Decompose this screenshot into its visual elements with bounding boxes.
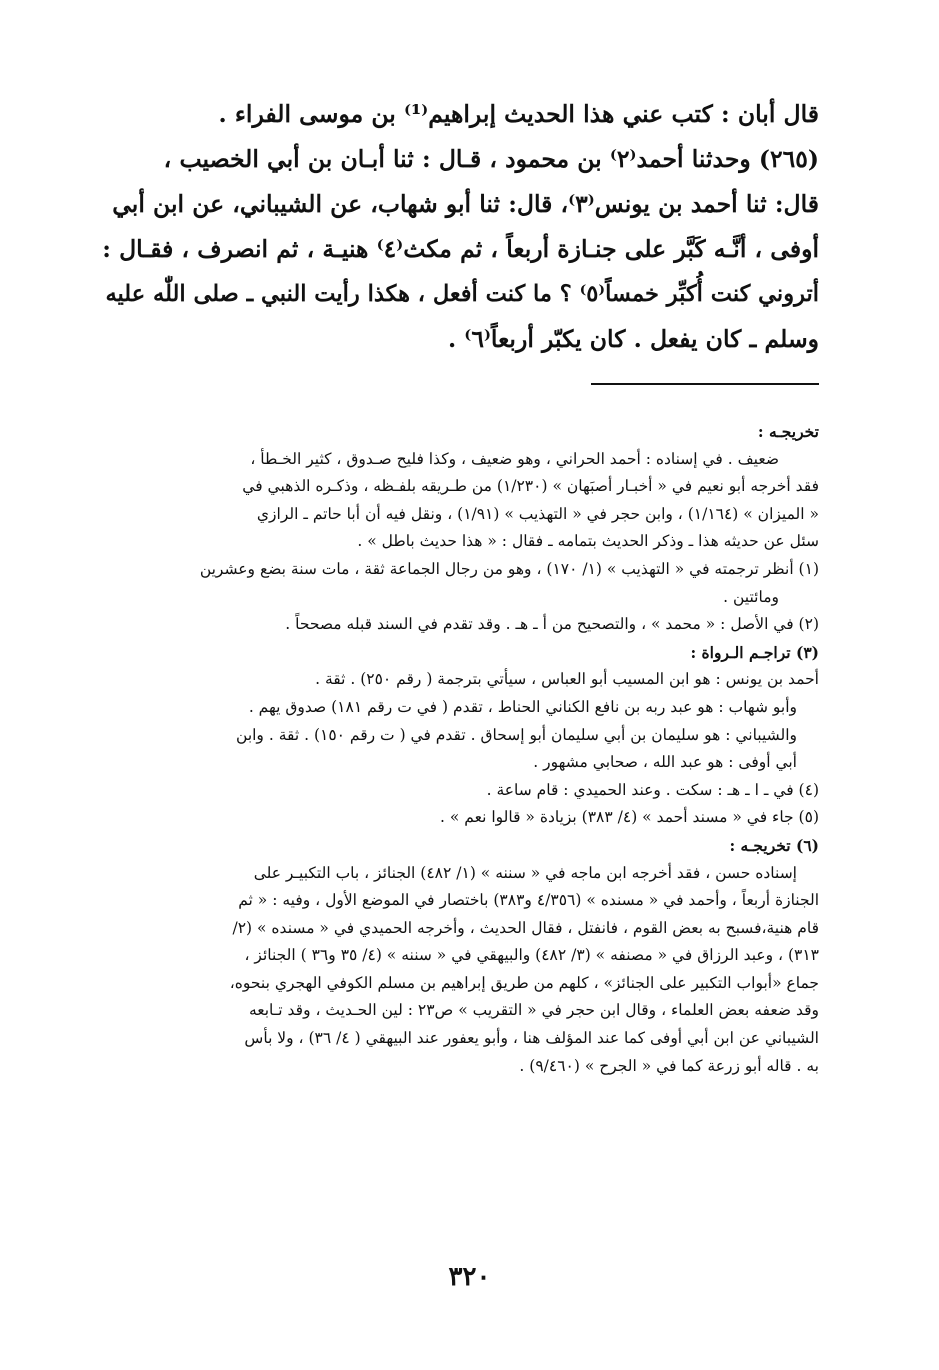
main-line: قال: ثنا أحمد بن يونس⁽٣⁾، قال: ثنا أبو شهاب، عن الشيباني، عن ابن أبي <box>112 190 819 218</box>
footnote-separator <box>591 383 819 385</box>
page-number: ٣٢٠ <box>448 1262 491 1292</box>
takhrij-title: تخريجـه : <box>757 422 819 441</box>
main-line: (٢٦٥) وحدثنا أحمد⁽٢⁾ بن محمود ، قـال : ثنا أبـان بن أبي الخصيب ، <box>163 145 819 173</box>
main-line: قال أبان : كتب عني هذا الحديث إبراهيم⁽¹⁾ بن موسى الفراء . <box>218 100 819 128</box>
narrator-line: وأبو شهاب : هو عبد ربه بن نافع الكناني الحناط ، تقدم ( في ت رقم ١٨١) صدوق يهم . <box>248 697 797 716</box>
footnotes <box>98 418 819 1080</box>
footnote-6-title: (٦) تخريجـه : <box>729 835 819 855</box>
takhrij-line: فقد أخرجه أبو نعيم في « أخبـار أصبَهان » (١/٢٣٠) من طـريقه بلفـظه ، وذكـره الذهبي في <box>242 477 819 496</box>
main-line: أوفى ، أنَّـه كَبَّر على جنـازة أربعاً ، ثم مكث⁽٤⁾ هنيـة ، ثم انصرف ، فقـال : <box>102 235 819 263</box>
footnote-6-line: وقد ضعفه بعض العلماء ، وقال ابن حجر في « التقريب » ص٢٣ : لين الحـديث ، وقد تـابعه <box>248 1001 819 1020</box>
footnote-3-title: (٣) تراجـم الـرواة : <box>690 642 819 662</box>
takhrij-line: ضعيف . في إسناده : أحمد الحراني ، وهو ضعيف ، وكذا فليح صـدوق ، كثير الخـطأ ، <box>250 449 779 468</box>
narrator-line: أبي أوفى : هو عبد الله ، صحابي مشهور . <box>533 753 797 772</box>
main-line: وسلم ـ كان يفعل . كان يكبّر أربعاً⁽٦⁾ . <box>447 325 819 353</box>
footnote-2: (٢) في الأصل : « محمد » ، والتصحيح من أ ـ هـ . وقد تقدم في السند قبله مصححاً . <box>285 615 819 634</box>
footnote-6-line: إسناده حسن ، فقد أخرجه ابن ماجه في « سننه » (١/ ٤٨٢) الجنائز ، باب التكبيـر على <box>253 863 797 882</box>
takhrij-line: « الميزان » (١/١٦٤) ، وابن حجر في « التهذيب » (١/٩١) ، ونقل فيه أن أبا حاتم ـ الرازي <box>256 504 819 523</box>
footnote-6-line: الشيباني عن ابن أبي أوفى كما عند المؤلف هنا ، وأبو يعفور عند البيهقي ( ٤/ ٣٦) ، ولا بأس <box>244 1029 819 1048</box>
footnote-1-cont: ومائتين . <box>723 587 779 606</box>
footnote-4: (٤) في ـ ا ـ هـ : سكت . وعند الحميدي : قام ساعة . <box>486 780 819 799</box>
footnote-6-line: ٣١٣) ، وعبد الرزاق في « مصنفه » (٣/ ٤٨٢) والبيهقي في « سننه » (٤/ ٣٥ و٣٦ ) الجنائز ، <box>244 946 819 965</box>
takhrij-line: سئل عن حديثه هذا ـ وذكر الحديث بتمامه ـ فقال : « هذا حديث باطل » . <box>357 532 819 551</box>
footnote-6-line: الجنازة أربعاً ، وأحمد في « مسنده » (٤/٣٥٦ و٣٨٣) باختصار في الموضع الأول ، وفيه : « ثم <box>238 891 819 910</box>
footnote-1: (١) أنظر ترجمته في « التهذيب » (١/ ١٧٠) ، وهو من رجال الجماعة ثقة ، مات سنة بضع وعشرين <box>199 559 819 578</box>
main-line: أتروني كنت أُكبِّر خمساً⁽٥⁾ ؟ ما كنت أفعل ، هكذا رأيت النبي ـ صلى اللّٰه عليه <box>105 281 819 307</box>
footnote-6-line: به . قاله أبو زرعة كما في « الجرح » (٩/٤٦٠) . <box>519 1056 819 1075</box>
footnote-5: (٥) جاء في « مسند أحمد » (٤/ ٣٨٣) بزيادة « قالوا نعم » . <box>440 808 819 827</box>
narrator-line: أحمد بن يونس : هو ابن المسيب أبو العباس ، سيأتي بترجمة ( رقم ٢٥٠) . ثقة . <box>315 670 819 689</box>
footnote-6-line: قام هنية،فسبح به بعض القوم ، فانفتل ، فقال الحديث ، وأخرجه الحميدي في « مسنده » (٢/ <box>232 918 819 937</box>
narrator-line: والشيباني : هو سليمان بن أبي سليمان أبو إسحاق . تقدم في ( ت رقم ١٥٠) . ثقة . وابن <box>236 725 797 744</box>
main-text <box>98 92 819 362</box>
footnote-6-line: جماع «أبواب التكبير على الجنائز» ، كلهم من طريق إبراهيم بن مسلم الكوفي الهجري بنحوه، <box>229 973 819 992</box>
